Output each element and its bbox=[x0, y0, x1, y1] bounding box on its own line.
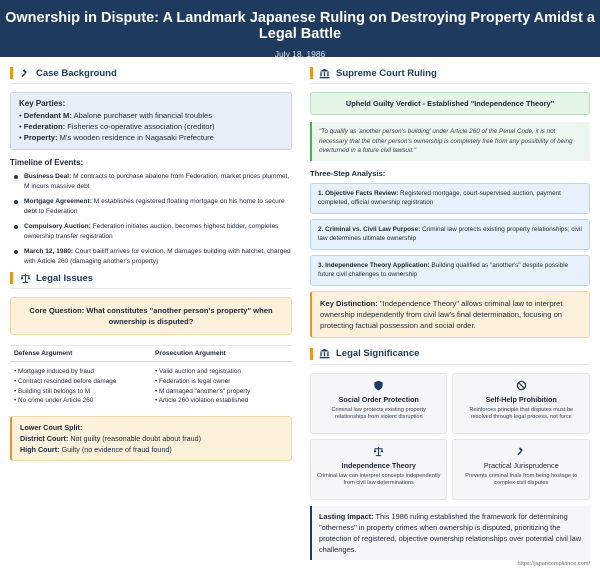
main-content bbox=[0, 57, 600, 560]
prosecution-item: • M damaged "another's" property bbox=[154, 387, 251, 395]
arguments-table bbox=[10, 345, 292, 406]
timeline-text: Federation initiates auction, becomes highest bidder, completes ownership transfer registration bbox=[24, 223, 279, 240]
lower-court-split-box bbox=[10, 416, 292, 461]
defense-item: • Building still belongs to M bbox=[14, 387, 91, 395]
prosecution-item: • Valid auction and registration bbox=[154, 368, 241, 375]
defense-header: Defense Argument bbox=[10, 345, 151, 362]
timeline-text: M establishes registered floating mortgage on his home to secure debt to Federation bbox=[24, 198, 285, 215]
legal-issues-title: Legal Issues bbox=[36, 272, 94, 284]
section-accent-bar bbox=[310, 348, 313, 360]
shield-icon bbox=[316, 380, 442, 392]
timeline-dot bbox=[14, 225, 18, 229]
prosecution-item: • Article 260 violation established bbox=[154, 397, 249, 405]
case-background-title: Case Background bbox=[36, 67, 117, 79]
party-text: Fisheries co-operative association (creditor) bbox=[65, 122, 215, 131]
step-item bbox=[310, 255, 590, 286]
defense-item: • No crime under Article 260 bbox=[14, 397, 94, 405]
card-desc: Prevents criminal trials from being hostage to complex civil disputes bbox=[465, 472, 578, 487]
timeline-label: March 12, 1980: bbox=[24, 248, 74, 255]
impact-label: Lasting Impact: bbox=[318, 511, 374, 521]
card-title: Self-Help Prohibition bbox=[485, 394, 557, 404]
courthouse-icon bbox=[319, 67, 331, 79]
step-label: 2. Criminal vs. Civil Law Purpose: bbox=[317, 225, 421, 233]
timeline-label: Business Deal: bbox=[24, 173, 72, 180]
significance-grid bbox=[310, 373, 590, 500]
party-label: Federation: bbox=[23, 122, 66, 131]
high-text: Guilty (no evidence of fraud found) bbox=[59, 445, 172, 455]
timeline-item bbox=[10, 247, 292, 266]
party-item: • Federation: Fisheries co-operative association (creditor) bbox=[19, 122, 215, 131]
impact-text: This 1986 ruling established the framework for determining "otherness" in property crimes when ownership is disputed, prioritizing the protection of registered, objective ownership relationships over potential civil law challenges. bbox=[318, 511, 582, 554]
step-label: 1. Objective Facts Review: bbox=[317, 189, 399, 197]
significance-heading bbox=[310, 348, 590, 365]
key-parties-box bbox=[10, 92, 292, 150]
party-item: • Defendant M: Abalone purchaser with financial troubles bbox=[19, 111, 213, 120]
district-court-line bbox=[20, 433, 283, 444]
high-label: High Court: bbox=[20, 445, 60, 455]
step-text: Building qualified as "another's" despite possible future civil challenges to ownership bbox=[317, 261, 569, 278]
step-text: Registered mortgage, court-supervised auction, payment completed, official ownership registration bbox=[317, 189, 561, 206]
party-text: Abalone purchaser with financial troubles bbox=[71, 111, 213, 120]
significance-card bbox=[310, 439, 448, 500]
significance-card bbox=[452, 439, 590, 500]
party-label: Property: bbox=[23, 133, 58, 142]
significance-card bbox=[452, 373, 590, 434]
verdict-box: Upheld Guilty Verdict - Established "Independence Theory" bbox=[310, 92, 590, 115]
party-item: • Property: M's wooden residence in Nagasaki Prefecture bbox=[19, 133, 214, 142]
prosecution-item: • Federation is legal owner bbox=[154, 377, 231, 385]
party-label: Defendant M: bbox=[23, 111, 72, 120]
section-accent-bar bbox=[10, 67, 13, 79]
timeline-item bbox=[10, 222, 292, 241]
timeline-item bbox=[10, 197, 292, 216]
step-label: 3. Independence Theory Application: bbox=[317, 261, 430, 269]
section-accent-bar bbox=[10, 272, 13, 284]
scales-icon bbox=[316, 446, 442, 458]
step-item bbox=[310, 183, 590, 214]
core-question-box: Core Question: What constitutes "another person's property" when ownership is disputed? bbox=[10, 297, 292, 335]
card-desc: Criminal law protects existing property relationships from violent disruption bbox=[331, 406, 426, 421]
timeline-dot bbox=[14, 200, 18, 204]
step-text: Criminal law protects existing property relationships; civil law determines ultimate ownership bbox=[317, 225, 582, 242]
significance-card bbox=[310, 373, 448, 434]
card-desc: Reinforces principle that disputes must be resolved through legal process, not force bbox=[469, 406, 574, 421]
gavel-icon bbox=[458, 446, 584, 458]
legal-issues-heading bbox=[10, 272, 292, 289]
defense-item: • Mortgage induced by fraud bbox=[14, 368, 95, 375]
right-column bbox=[310, 67, 590, 560]
prohibited-icon bbox=[458, 380, 584, 392]
timeline-text: M contracts to purchase abalone from Federation, market prices plummet, M incurs massive debt bbox=[24, 173, 290, 190]
section-accent-bar bbox=[310, 67, 313, 79]
page-header bbox=[0, 0, 600, 57]
step-item bbox=[310, 219, 590, 250]
card-desc: Criminal law can interpret concepts independently from civil law determinations bbox=[317, 472, 441, 487]
defense-item: • Contract rescinded before damage bbox=[14, 377, 117, 385]
footer-url[interactable]: https://japancompliance.com/ bbox=[517, 561, 590, 567]
key-parties-title: Key Parties: bbox=[19, 99, 66, 108]
timeline-label: Compulsory Auction: bbox=[24, 223, 91, 230]
three-step-title: Three-Step Analysis: bbox=[309, 168, 386, 178]
significance-title: Legal Significance bbox=[335, 348, 420, 359]
timeline-dot bbox=[14, 175, 18, 179]
ruling-quote: "To qualify as 'another person's building' under Article 260 of the Penal Code, it is not necessary that the other person's ownership is completely free from any possibility of being overturned in a future civil lawsuit." bbox=[310, 122, 590, 161]
card-title: Independence Theory bbox=[341, 460, 416, 470]
party-text: M's wooden residence in Nagasaki Prefecture bbox=[57, 133, 214, 142]
card-title: Practical Jurisprudence bbox=[483, 460, 559, 470]
prosecution-column bbox=[151, 345, 292, 406]
timeline-item bbox=[10, 172, 292, 191]
page-date: July 18, 1986 bbox=[274, 49, 326, 59]
district-text: Not guilty (reasonable doubt about fraud) bbox=[68, 434, 201, 444]
gavel-icon bbox=[19, 67, 31, 79]
scales-icon bbox=[19, 272, 31, 284]
left-column bbox=[10, 67, 292, 560]
case-background-heading bbox=[10, 67, 292, 84]
timeline-dot bbox=[14, 250, 18, 254]
timeline-label: Mortgage Agreement: bbox=[24, 198, 92, 205]
timeline-title: Timeline of Events: bbox=[10, 158, 84, 167]
defense-column bbox=[10, 345, 151, 406]
key-distinction-box bbox=[310, 291, 590, 338]
timeline-text: Court bailiff arrives for eviction, M damages building with hatchet, charged with Article 260 (damaging another's property) bbox=[24, 248, 291, 265]
card-title: Social Order Protection bbox=[338, 394, 419, 404]
key-distinction-text: "Independence Theory" allows criminal law to interpret ownership independently from civil law's final determination, focusing on protecting factual possession and social order. bbox=[319, 298, 563, 330]
district-label: District Court: bbox=[20, 434, 69, 444]
ruling-heading bbox=[310, 67, 590, 84]
key-distinction-label: Key Distinction: bbox=[319, 298, 378, 308]
ruling-title: Supreme Court Ruling bbox=[335, 67, 437, 79]
high-court-line bbox=[20, 444, 283, 455]
lasting-impact-box bbox=[310, 506, 590, 560]
landmark-icon bbox=[319, 348, 331, 360]
prosecution-header: Prosecution Argument bbox=[151, 345, 292, 362]
page-title: Ownership in Dispute: A Landmark Japanese Ruling on Destroying Property Amidst a Legal Battle bbox=[5, 10, 595, 42]
split-title: Lower Court Split: bbox=[20, 423, 83, 433]
